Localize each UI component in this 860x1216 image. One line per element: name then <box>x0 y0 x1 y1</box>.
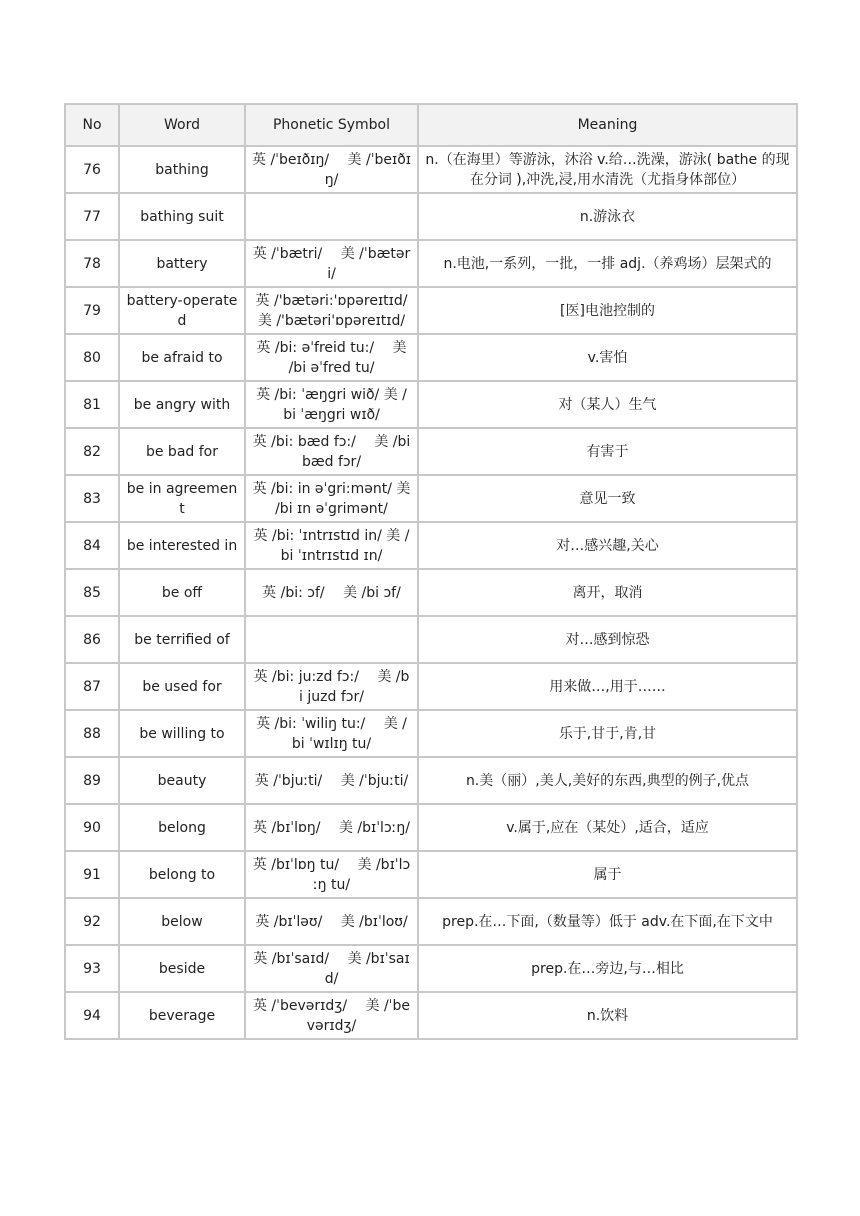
cell-word: below <box>119 898 245 945</box>
cell-word: belong to <box>119 851 245 898</box>
cell-phonetic: 英 /bɪˈlɒŋ tu/ 美 /bɪˈlɔːŋ tu/ <box>245 851 418 898</box>
cell-no: 81 <box>65 381 119 428</box>
table-row <box>65 146 797 193</box>
header-row <box>65 104 797 146</box>
cell-no: 90 <box>65 804 119 851</box>
cell-meaning: 对…感兴趣,关心 <box>418 522 797 569</box>
cell-meaning: 有害于 <box>418 428 797 475</box>
cell-no: 77 <box>65 193 119 240</box>
cell-no: 79 <box>65 287 119 334</box>
cell-meaning: 离开，取消 <box>418 569 797 616</box>
table-row <box>65 757 797 804</box>
table-row <box>65 569 797 616</box>
cell-word: be bad for <box>119 428 245 475</box>
table-row <box>65 851 797 898</box>
cell-meaning: 乐于,甘于,肯,甘 <box>418 710 797 757</box>
cell-phonetic: 英 /ˈbevərɪdʒ/ 美 /ˈbevərɪdʒ/ <box>245 992 418 1039</box>
cell-phonetic: 英 /bɪˈləʊ/ 美 /bɪˈloʊ/ <box>245 898 418 945</box>
cell-phonetic: 英 /bɪˈsaɪd/ 美 /bɪˈsaɪd/ <box>245 945 418 992</box>
cell-no: 88 <box>65 710 119 757</box>
cell-phonetic: 英 /bi: ˈɪntrɪstɪd in/ 美 /bi ˈɪntrɪstɪd ɪn/ <box>245 522 418 569</box>
table-body <box>65 146 797 1039</box>
cell-meaning: 用来做…,用于…… <box>418 663 797 710</box>
cell-no: 87 <box>65 663 119 710</box>
cell-no: 82 <box>65 428 119 475</box>
cell-no: 89 <box>65 757 119 804</box>
table-row <box>65 522 797 569</box>
table-row <box>65 992 797 1039</box>
cell-phonetic <box>245 193 418 240</box>
cell-word: beauty <box>119 757 245 804</box>
cell-word: battery-operated <box>119 287 245 334</box>
cell-word: be off <box>119 569 245 616</box>
table-row <box>65 616 797 663</box>
cell-word: beside <box>119 945 245 992</box>
table-row <box>65 240 797 287</box>
cell-word: beverage <box>119 992 245 1039</box>
cell-meaning: v.属于,应在（某处）,适合，适应 <box>418 804 797 851</box>
cell-no: 84 <box>65 522 119 569</box>
cell-phonetic: 英 /bi: in əˈgri:mənt/ 美 /bi ɪn əˈgrimənt/ <box>245 475 418 522</box>
cell-word: bathing <box>119 146 245 193</box>
cell-phonetic <box>245 616 418 663</box>
cell-word: battery <box>119 240 245 287</box>
table-row <box>65 287 797 334</box>
cell-meaning: prep.在…下面,（数量等）低于 adv.在下面,在下文中 <box>418 898 797 945</box>
cell-meaning: [医]电池控制的 <box>418 287 797 334</box>
cell-phonetic: 英 /ˈbjuːti/ 美 /ˈbjuːti/ <box>245 757 418 804</box>
header-no: No <box>65 104 119 146</box>
table-row <box>65 334 797 381</box>
cell-no: 80 <box>65 334 119 381</box>
cell-meaning: 属于 <box>418 851 797 898</box>
header-meaning: Meaning <box>418 104 797 146</box>
cell-no: 83 <box>65 475 119 522</box>
cell-phonetic: 英 /bi: ˈwiliŋ tu:/ 美 /bi ˈwɪlɪŋ tu/ <box>245 710 418 757</box>
header-phonetic-symbol: Phonetic Symbol <box>245 104 418 146</box>
cell-meaning: n.电池,一系列，一批，一排 adj.（养鸡场）层架式的 <box>418 240 797 287</box>
cell-phonetic: 英 /bi: ˈæŋgri wið/ 美 /bi ˈæŋgri wɪð/ <box>245 381 418 428</box>
cell-meaning: n.美（丽）,美人,美好的东西,典型的例子,优点 <box>418 757 797 804</box>
cell-no: 78 <box>65 240 119 287</box>
table-row <box>65 898 797 945</box>
cell-no: 76 <box>65 146 119 193</box>
table-row <box>65 663 797 710</box>
table-row <box>65 710 797 757</box>
cell-meaning: 对（某人）生气 <box>418 381 797 428</box>
cell-phonetic: 英 /ˈbeɪðɪŋ/ 美 /ˈbeɪðɪŋ/ <box>245 146 418 193</box>
table-row <box>65 193 797 240</box>
cell-phonetic: 英 /'bætəri:'ɒpəreɪtɪd/ 美 /'bætəri'ɒpəreɪtɪd/ <box>245 287 418 334</box>
cell-phonetic: 英 /ˈbætri/ 美 /ˈbætəri/ <box>245 240 418 287</box>
cell-meaning: v.害怕 <box>418 334 797 381</box>
cell-phonetic: 英 /bi: bæd fɔ:/ 美 /bi bæd fɔr/ <box>245 428 418 475</box>
cell-word: be willing to <box>119 710 245 757</box>
cell-no: 86 <box>65 616 119 663</box>
cell-word: be in agreement <box>119 475 245 522</box>
table-row <box>65 945 797 992</box>
cell-meaning: n.饮料 <box>418 992 797 1039</box>
cell-no: 94 <box>65 992 119 1039</box>
cell-phonetic: 英 /bɪˈlɒŋ/ 美 /bɪˈlɔːŋ/ <box>245 804 418 851</box>
vocabulary-table <box>64 103 798 1040</box>
cell-word: be terrified of <box>119 616 245 663</box>
header-word: Word <box>119 104 245 146</box>
cell-meaning: n.游泳衣 <box>418 193 797 240</box>
cell-meaning: 意见一致 <box>418 475 797 522</box>
table-row <box>65 804 797 851</box>
table-header <box>65 104 797 146</box>
cell-word: be interested in <box>119 522 245 569</box>
cell-meaning: prep.在…旁边,与…相比 <box>418 945 797 992</box>
cell-word: belong <box>119 804 245 851</box>
table-row <box>65 428 797 475</box>
cell-word: be afraid to <box>119 334 245 381</box>
cell-word: be angry with <box>119 381 245 428</box>
cell-no: 85 <box>65 569 119 616</box>
cell-word: be used for <box>119 663 245 710</box>
cell-no: 91 <box>65 851 119 898</box>
cell-no: 93 <box>65 945 119 992</box>
cell-no: 92 <box>65 898 119 945</box>
table-row <box>65 381 797 428</box>
cell-phonetic: 英 /bi: əˈfreid tu:/ 美 /bi əˈfred tu/ <box>245 334 418 381</box>
cell-word: bathing suit <box>119 193 245 240</box>
cell-phonetic: 英 /bi: ju:zd fɔ:/ 美 /bi juzd fɔr/ <box>245 663 418 710</box>
cell-meaning: 对…感到惊恐 <box>418 616 797 663</box>
cell-meaning: n.（在海里）等游泳，沐浴 v.给…洗澡，游泳( bathe 的现在分词 ),冲洗,浸,用水清洗（尤指身体部位） <box>418 146 797 193</box>
cell-phonetic: 英 /bi: ɔf/ 美 /bi ɔf/ <box>245 569 418 616</box>
table-row <box>65 475 797 522</box>
